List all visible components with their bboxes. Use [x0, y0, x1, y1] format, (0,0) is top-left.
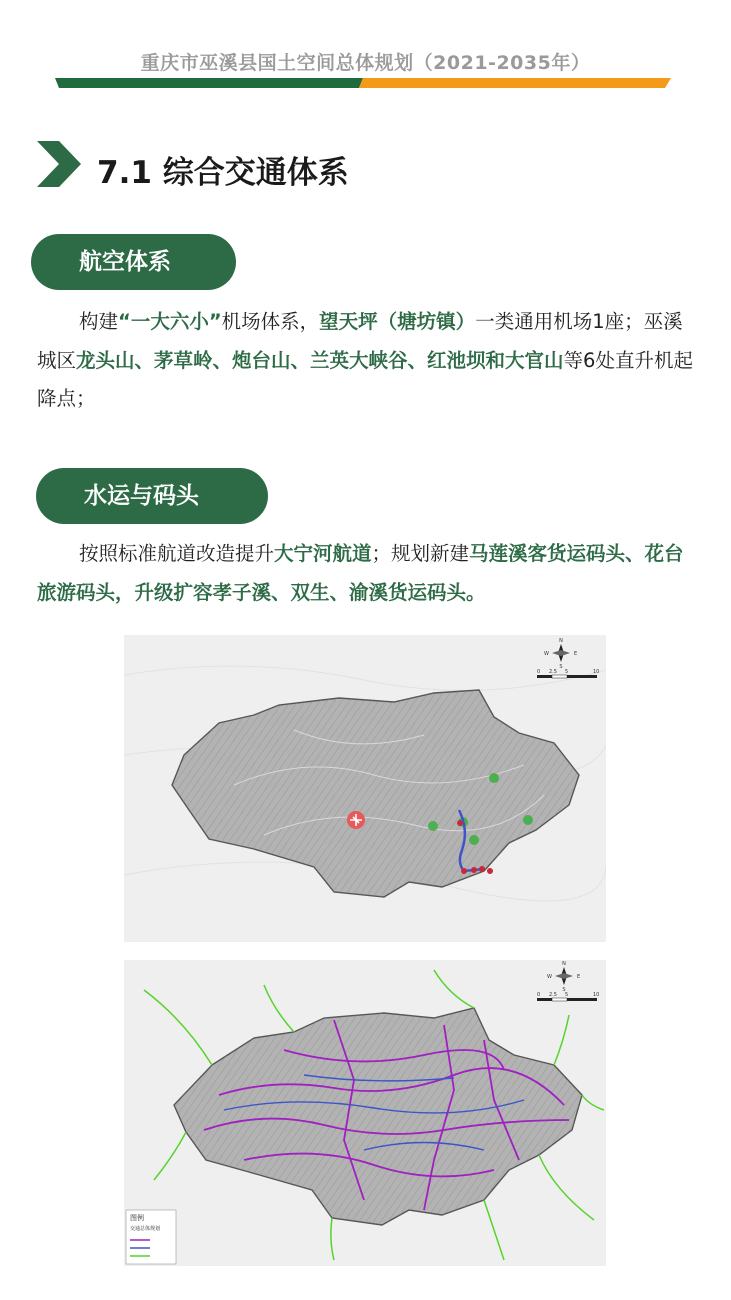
compass-south-label: S — [559, 664, 563, 670]
compass-south-label: S — [562, 987, 566, 993]
helipad-marker-icon — [523, 815, 533, 825]
water-heading-label: 水运与码头 — [84, 483, 199, 509]
legend-title: 图例 — [130, 1214, 144, 1222]
compass-north-label: N — [562, 961, 566, 967]
helipad-marker-icon — [489, 773, 499, 783]
water-text-1: 按照标准航道改造提升 — [79, 542, 275, 565]
document-header-title: 重庆市巫溪县国土空间总体规划（2021-2035年） — [140, 52, 591, 74]
aviation-highlight-helipads: 龙头山、茅草岭、炮台山、兰英大峡谷、红池坝和大官山 — [76, 348, 564, 372]
helipad-marker-icon — [428, 821, 438, 831]
aviation-text-1: 构建 — [79, 310, 119, 333]
aviation-highlight-system: “一大六小” — [118, 310, 222, 333]
scale-label-2: 5 — [565, 669, 569, 675]
scale-label-1: 2.5 — [549, 669, 557, 675]
compass-east-label: E — [577, 974, 581, 980]
water-highlight-channel: 大宁河航道 — [274, 542, 372, 565]
dock-marker-icon — [457, 820, 463, 826]
compass-west-label: W — [544, 651, 549, 657]
aviation-water-map — [124, 635, 606, 942]
dock-marker-icon — [471, 867, 477, 873]
scale-label-0: 0 — [537, 992, 541, 998]
section-title: 7.1 综合交通体系 — [97, 155, 349, 191]
water-paragraph — [37, 535, 697, 612]
compass-north-label: N — [559, 638, 563, 644]
scale-label-0: 0 — [537, 669, 541, 675]
scale-label-1: 2.5 — [549, 992, 557, 998]
water-text-2: ；规划新建 — [371, 542, 470, 565]
header-decoration-bar — [55, 78, 671, 88]
aviation-text-4: 等6处直升机起降点； — [37, 348, 693, 410]
compass-east-label: E — [574, 651, 578, 657]
legend-subtitle: 交通总体规划 — [130, 1226, 161, 1232]
scale-label-2: 5 — [565, 992, 569, 998]
dock-marker-icon — [487, 868, 493, 874]
road-network-map — [124, 960, 606, 1266]
map-legend — [126, 1210, 176, 1264]
dock-marker-icon — [461, 868, 467, 874]
aviation-heading-label: 航空体系 — [79, 249, 171, 275]
aviation-text-2: 机场体系， — [221, 310, 320, 333]
compass-west-label: W — [547, 974, 552, 980]
section-chevron-icon — [37, 141, 81, 187]
water-highlight-docks: 马莲溪客货运码头、花台旅游码头，升级扩容孝子溪、双生、渝溪货运码头。 — [37, 542, 684, 604]
helipad-marker-icon — [469, 835, 479, 845]
aviation-text-3: 一类通用机场1座；巫溪城区 — [37, 310, 683, 372]
aviation-highlight-airport: 望天坪（塘坊镇） — [319, 310, 476, 333]
water-heading-pill — [36, 468, 268, 524]
aviation-heading-pill — [31, 234, 236, 290]
dock-marker-icon — [479, 866, 485, 872]
scale-label-3: 10 — [593, 992, 600, 998]
scale-label-3: 10 — [593, 669, 600, 675]
aviation-paragraph — [37, 303, 697, 419]
